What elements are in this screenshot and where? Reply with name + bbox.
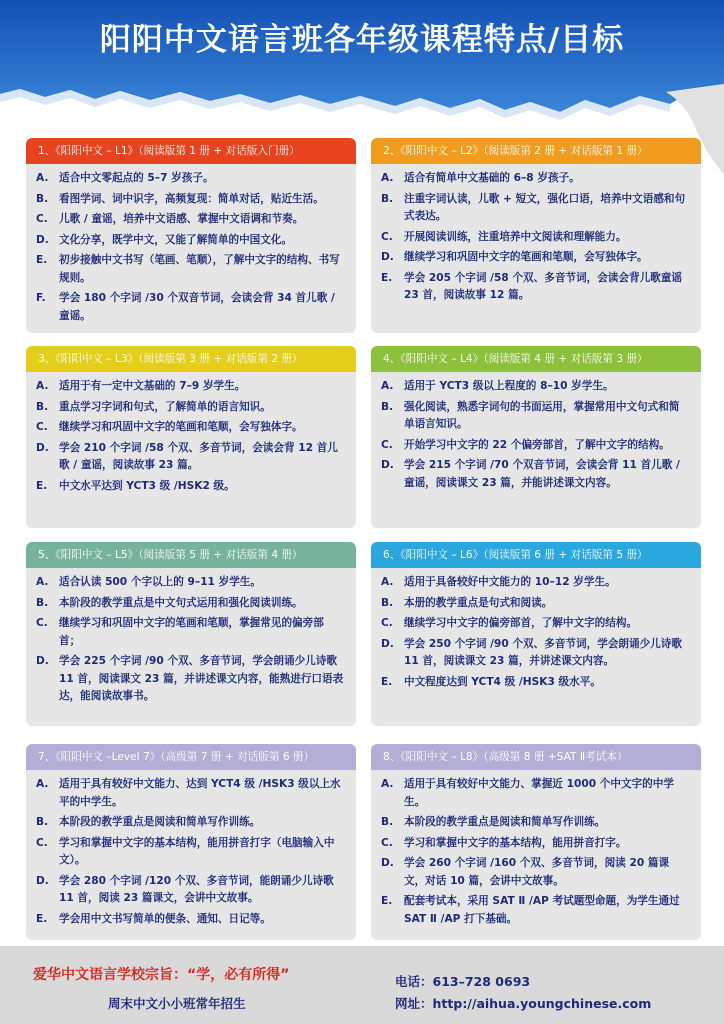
- list-item: A. 适合有简单中文基础的 6–8 岁孩子。: [381, 172, 580, 184]
- course-card-l5: [26, 542, 356, 726]
- list-item: C. 儿歌 / 童谣，培养中文语感、掌握中文语调和节奏。: [36, 213, 304, 225]
- card-item-list: [26, 568, 356, 706]
- list-item: E. 学会用中文书写简单的便条、通知、日记等。: [36, 912, 271, 925]
- list-item: A. 适用于具备较好中文能力的 10–12 岁学生。: [381, 576, 616, 588]
- list-item: D. 学会 210 个字词 /58 个双、多音节词，会读会背 12 首儿歌 / 童谣，阅读故事 23 篇。: [36, 441, 338, 471]
- list-item: D. 继续学习和巩固中文字的笔画和笔顺，会写独体字。: [381, 251, 648, 263]
- list-item: C. 学习和掌握中文字的基本结构，能用拼音打字。: [381, 836, 627, 849]
- list-item: A. 适用于具有较好中文能力、掌握近 1000 个中文字的中学生。: [381, 778, 674, 808]
- website-label: 网址：: [395, 996, 433, 1011]
- card-item-list: [371, 372, 701, 492]
- list-item: C. 继续学习和巩固中文字的笔画和笔顺，会写独体字。: [36, 421, 303, 433]
- list-item: C. 学习和掌握中文字的基本结构，能用拼音打字（电脑输入中文）。: [36, 836, 335, 866]
- list-item: D. 学会 225 个字词 /90 个双、多音节词，学会朗诵少儿诗歌 11 首，阅读课文 23 篇，并讲述课文内容，能熟进行口语表达，能阅读故事书。: [36, 655, 344, 702]
- list-item: A. 适合认读 500 个字以上的 9–11 岁学生。: [36, 576, 261, 588]
- list-item: F. 学会 180 个字词 /30 个双音节词，会读会背 34 首儿歌 / 童谣。: [36, 292, 335, 322]
- list-item: B. 本册的教学重点是句式和阅读。: [381, 596, 553, 609]
- website-link[interactable]: http://aihua.youngchinese.com: [432, 996, 652, 1011]
- school-motto: 爱华中文语言学校宗旨：“学，必有所得”: [33, 967, 290, 983]
- header-banner: [0, 0, 724, 120]
- page-title: 阳阳中文语言班各年级课程特点/目标: [99, 22, 625, 58]
- course-card-l2: [371, 138, 701, 333]
- recruitment-text: 周末中文小小班常年招生: [108, 996, 246, 1011]
- course-card-l3: [26, 346, 356, 528]
- list-item: D. 文化分享，既学中文，又能了解简单的中国文化。: [36, 233, 293, 246]
- card-item-list: [371, 164, 701, 305]
- list-item: D. 学会 215 个字词 /70 个双音节词，会读会背 11 首儿歌 / 童谣，阅读课文 23 篇，并能讲述课文内容。: [381, 459, 680, 489]
- course-card-l7: [26, 744, 356, 940]
- list-item: D. 学会 280 个字词 /120 个双、多音节词，能朗诵少儿诗歌 11 首，阅读 23 篇课文，会讲中文故事。: [36, 874, 334, 904]
- card-header: 6、《阳阳中文 – L6》（阅读版第 6 册 + 对话版第 5 册）: [371, 542, 701, 568]
- card-header: 1、《阳阳中文 – L1》（阅读版第 1 册 + 对话版入门册）: [26, 138, 356, 164]
- list-item: D. 学会 260 个字词 /160 个双、多音节词，阅读 20 篇课文，对话 10 篇，会讲中文故事。: [381, 857, 670, 887]
- card-item-list: [26, 164, 356, 325]
- phone-number[interactable]: 613–728 0693: [432, 974, 531, 989]
- list-item: C. 开展阅读训练，注重培养中文阅读和理解能力。: [381, 230, 627, 243]
- list-item: E. 中文水平达到 YCT3 级 /HSK2 级。: [36, 479, 235, 492]
- card-item-list: [26, 372, 356, 495]
- list-item: B. 注重字词认读，儿歌 + 短文，强化口语，培养中文语感和句式表达。: [381, 192, 686, 222]
- list-item: B. 看图学词、词中识字，高频复现：简单对话，贴近生活。: [36, 192, 324, 205]
- list-item: A. 适合中文零起点的 5–7 岁孩子。: [36, 172, 214, 184]
- footer: [0, 946, 724, 1024]
- list-item: B. 强化阅读，熟悉字词句的书面运用，掌握常用中文句式和简单语言知识。: [381, 400, 680, 430]
- list-item: A. 适用于具有较好中文能力、达到 YCT4 级 /HSK3 级以上水平的中学生。: [36, 778, 341, 808]
- course-card-l6: [371, 542, 701, 726]
- course-card-l1: [26, 138, 356, 333]
- card-header: 2、《阳阳中文 – L2》（阅读版第 2 册 + 对话版第 1 册）: [371, 138, 701, 164]
- list-item: D. 学会 250 个字词 /90 个双、多音节词，学会朗诵少儿诗歌 11 首，阅读课文 23 篇，并讲述课文内容。: [381, 637, 682, 667]
- card-item-list: [26, 770, 356, 928]
- list-item: C. 开始学习中文字的 22 个偏旁部首，了解中文字的结构。: [381, 438, 670, 451]
- list-item: B. 本阶段的教学重点是阅读和简单写作训练。: [36, 816, 261, 828]
- card-header: 3、《阳阳中文 – L3》（阅读版第 3 册 + 对话版第 2 册）: [26, 346, 356, 372]
- list-item: A. 适用于有一定中文基础的 7–9 岁学生。: [36, 380, 246, 392]
- card-item-list: [371, 770, 701, 928]
- card-header: 4、《阳阳中文 – L4》（阅读版第 4 册 + 对话版第 3 册）: [371, 346, 701, 372]
- card-header: 8、《阳阳中文 – L8》（高级第 8 册 +SAT Ⅱ考试本）: [371, 744, 701, 770]
- card-header: 5、《阳阳中文 – L5》（阅读版第 5 册 + 对话版第 4 册）: [26, 542, 356, 568]
- card-header: 7、《阳阳中文 –Level 7》（高级第 7 册 + 对话版第 6 册）: [26, 744, 356, 770]
- course-card-l4: [371, 346, 701, 528]
- course-card-l8: [371, 744, 701, 940]
- website-line: [395, 994, 651, 1012]
- list-item: E. 中文程度达到 YCT4 级 /HSK3 级水平。: [381, 675, 601, 688]
- list-item: B. 本阶段的教学重点是阅读和简单写作训练。: [381, 816, 606, 828]
- phone-line: [395, 972, 530, 990]
- phone-label: 电话：: [395, 974, 433, 989]
- list-item: B. 本阶段的教学重点是中文句式运用和强化阅读训练。: [36, 596, 303, 609]
- card-item-list: [371, 568, 701, 691]
- list-item: E. 初步接触中文书写（笔画、笔顺），了解中文字的结构、书写规则。: [36, 254, 340, 284]
- list-item: C. 继续学习中文字的偏旁部首，了解中文字的结构。: [381, 617, 638, 629]
- list-item: B. 重点学习字词和句式，了解简单的语言知识。: [36, 400, 271, 413]
- list-item: E. 学会 205 个字词 /58 个双、多音节词，会读会背儿歌童谣 23 首，阅读故事 12 篇。: [381, 271, 682, 301]
- list-item: C. 继续学习和巩固中文字的笔画和笔顺，掌握常见的偏旁部首；: [36, 617, 324, 647]
- list-item: A. 适用于 YCT3 级以上程度的 8–10 岁学生。: [381, 380, 614, 392]
- list-item: E. 配套考试本，采用 SAT Ⅱ /AP 考试题型命题，为学生通过 SAT Ⅱ /AP 打下基础。: [381, 895, 680, 925]
